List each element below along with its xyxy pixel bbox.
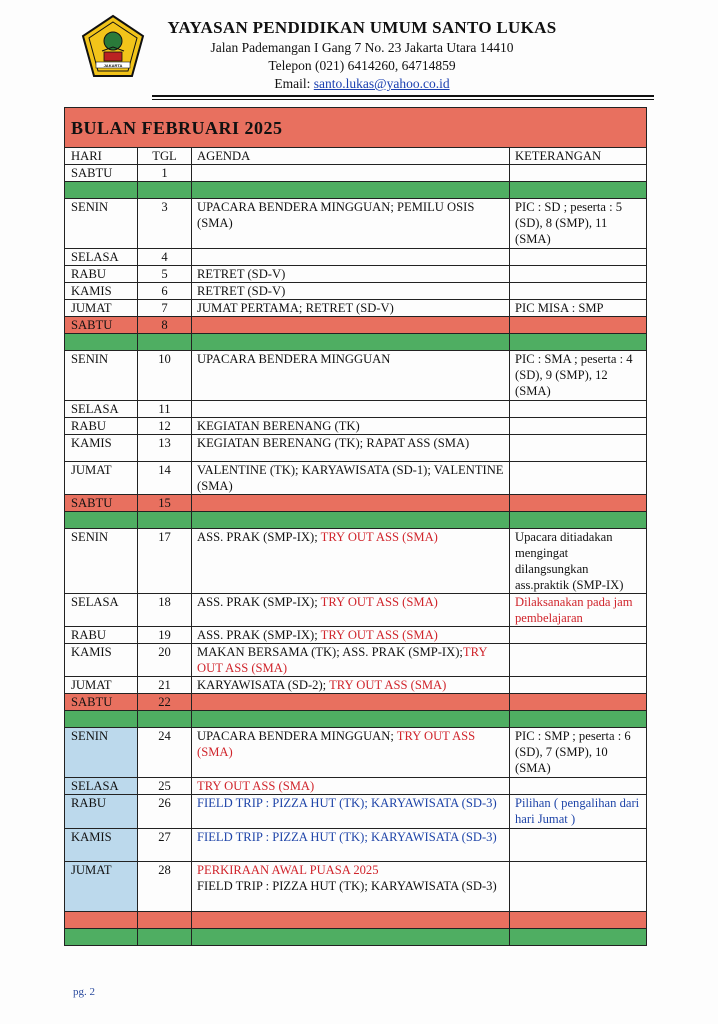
hari-cell: SELASA xyxy=(65,594,138,627)
agenda-text: ASS. PRAK (SMP-IX); xyxy=(197,628,321,642)
tgl-cell: 18 xyxy=(138,594,192,627)
org-name: YAYASAN PENDIDIKAN UMUM SANTO LUKAS xyxy=(167,18,557,37)
hari-cell: SELASA xyxy=(65,401,138,418)
header-agenda: AGENDA xyxy=(192,148,510,165)
agenda-highlight: TRY OUT ASS (SMA) xyxy=(320,595,438,609)
keterangan-text: PIC : SMP ; peserta : 6 (SD), 7 (SMP), 10 (SMA) xyxy=(515,729,631,775)
email-label: Email: xyxy=(274,76,314,91)
table-row xyxy=(65,300,647,317)
hari-cell: SENIN xyxy=(65,199,138,249)
tgl-cell: 22 xyxy=(138,694,192,711)
keterangan-cell xyxy=(510,795,647,829)
table-row xyxy=(65,829,647,862)
phone: Telepon (021) 6414260, 64714859 xyxy=(268,58,456,73)
table-row xyxy=(65,266,647,283)
hari-cell: SABTU xyxy=(65,694,138,711)
agenda-highlight: TRY OUT ASS (SMA) xyxy=(320,530,438,544)
agenda-cell xyxy=(192,627,510,644)
table-row xyxy=(65,199,647,249)
email-link[interactable]: santo.lukas@yahoo.co.id xyxy=(313,76,450,91)
tgl-cell: 11 xyxy=(138,401,192,418)
tgl-cell: 21 xyxy=(138,677,192,694)
table-row xyxy=(65,728,647,778)
separator-cell xyxy=(65,334,138,351)
keterangan-cell xyxy=(510,778,647,795)
tgl-cell: 7 xyxy=(138,300,192,317)
agenda-cell xyxy=(192,594,510,627)
saturday-row xyxy=(65,694,647,711)
keterangan-cell xyxy=(510,627,647,644)
hari-cell: KAMIS xyxy=(65,644,138,677)
separator-cell xyxy=(138,711,192,728)
agenda-cell xyxy=(192,300,510,317)
separator-cell xyxy=(192,182,510,199)
table-row xyxy=(65,351,647,401)
keterangan-text: PIC MISA : SMP xyxy=(515,301,604,315)
hari-cell: SABTU xyxy=(65,317,138,334)
week-separator-row xyxy=(65,929,647,946)
hari-cell: RABU xyxy=(65,795,138,829)
month-title-row xyxy=(65,108,647,148)
keterangan-cell xyxy=(510,677,647,694)
agenda-text: UPACARA BENDERA MINGGUAN xyxy=(197,352,391,366)
keterangan-cell xyxy=(510,165,647,182)
agenda-cell xyxy=(192,862,510,912)
table-row xyxy=(65,627,647,644)
separator-cell xyxy=(192,512,510,529)
separator-cell xyxy=(138,182,192,199)
agenda-cell xyxy=(192,283,510,300)
tgl-cell: 20 xyxy=(138,644,192,677)
agenda-cell xyxy=(192,495,510,512)
separator-cell xyxy=(510,334,647,351)
tgl-cell: 12 xyxy=(138,418,192,435)
separator-cell xyxy=(138,512,192,529)
table-row xyxy=(65,677,647,694)
agenda-cell xyxy=(192,529,510,594)
keterangan-text: PIC : SMA ; peserta : 4 (SD), 9 (SMP), 12 (SMA) xyxy=(515,352,633,398)
keterangan-text: Upacara ditiadakan mengingat dilangsungkan ass.praktik (SMP-IX) xyxy=(515,530,624,592)
agenda-cell xyxy=(192,266,510,283)
header-keterangan: KETERANGAN xyxy=(510,148,647,165)
agenda-text: JUMAT PERTAMA; RETRET (SD-V) xyxy=(197,301,394,315)
month-title: BULAN FEBRUARI 2025 xyxy=(65,108,647,148)
table-row xyxy=(65,249,647,266)
hari-cell: JUMAT xyxy=(65,862,138,912)
separator-cell xyxy=(192,929,510,946)
agenda-cell xyxy=(192,351,510,401)
keterangan-cell xyxy=(510,594,647,627)
keterangan-cell xyxy=(510,644,647,677)
tgl-cell: 3 xyxy=(138,199,192,249)
hari-cell: JUMAT xyxy=(65,462,138,495)
agenda-highlight: TRY OUT ASS (SMA) xyxy=(197,645,487,675)
keterangan-cell xyxy=(510,199,647,249)
table-row xyxy=(65,165,647,182)
agenda-highlight: TRY OUT ASS (SMA) xyxy=(320,628,438,642)
logo-text: JAKARTA xyxy=(103,63,123,68)
agenda-text: MAKAN BERSAMA (TK); ASS. PRAK (SMP-IX); xyxy=(197,645,463,659)
separator-cell xyxy=(138,929,192,946)
table-header xyxy=(65,148,647,165)
saturday-row xyxy=(65,317,647,334)
separator-cell xyxy=(65,512,138,529)
hari-cell: SENIN xyxy=(65,529,138,594)
separator-cell xyxy=(510,182,647,199)
tgl-cell: 15 xyxy=(138,495,192,512)
agenda-text: FIELD TRIP : PIZZA HUT (TK); KARYAWISATA (SD-3) xyxy=(197,830,497,844)
keterangan-cell xyxy=(510,694,647,711)
agenda-text: KEGIATAN BERENANG (TK); RAPAT ASS (SMA) xyxy=(197,436,470,450)
table-row xyxy=(65,418,647,435)
agenda-highlight: TRY OUT ASS (SMA) xyxy=(197,779,315,793)
hari-cell: RABU xyxy=(65,418,138,435)
agenda-highlight: TRY OUT ASS (SMA) xyxy=(197,729,476,759)
keterangan-text: Pilihan ( pengalihan dari hari Jumat ) xyxy=(515,796,640,826)
hari-cell: SENIN xyxy=(65,351,138,401)
separator-cell xyxy=(65,912,138,929)
agenda-highlight: TRY OUT ASS (SMA) xyxy=(329,678,447,692)
tgl-cell: 8 xyxy=(138,317,192,334)
hari-cell: KAMIS xyxy=(65,283,138,300)
keterangan-text: Dilaksanakan pada jam pembelajaran xyxy=(515,595,633,625)
hari-cell: SELASA xyxy=(65,249,138,266)
keterangan-cell xyxy=(510,862,647,912)
agenda-cell xyxy=(192,829,510,862)
agenda-text: KEGIATAN BERENANG (TK) xyxy=(197,419,360,433)
tgl-cell: 4 xyxy=(138,249,192,266)
tgl-cell: 5 xyxy=(138,266,192,283)
agenda-text: RETRET (SD-V) xyxy=(197,267,286,281)
table-row xyxy=(65,401,647,418)
keterangan-cell xyxy=(510,495,647,512)
hari-cell: SABTU xyxy=(65,495,138,512)
email-line xyxy=(152,76,572,92)
table-row xyxy=(65,644,647,677)
separator-cell xyxy=(65,711,138,728)
hari-cell: SABTU xyxy=(65,165,138,182)
keterangan-cell xyxy=(510,728,647,778)
header-rule-thin xyxy=(152,99,654,100)
keterangan-cell xyxy=(510,351,647,401)
keterangan-cell xyxy=(510,829,647,862)
tgl-cell: 13 xyxy=(138,435,192,462)
header-tgl: TGL xyxy=(138,148,192,165)
hari-cell: KAMIS xyxy=(65,829,138,862)
tgl-cell: 10 xyxy=(138,351,192,401)
header-hari: HARI xyxy=(65,148,138,165)
agenda-highlight: PERKIRAAN AWAL PUASA 2025 xyxy=(197,863,379,877)
separator-cell xyxy=(65,929,138,946)
agenda-cell xyxy=(192,199,510,249)
agenda-text: ASS. PRAK (SMP-IX); xyxy=(197,530,321,544)
tgl-cell: 19 xyxy=(138,627,192,644)
separator-cell xyxy=(65,182,138,199)
agenda-text: VALENTINE (TK); KARYAWISATA (SD-1); VALENTINE (SMA) xyxy=(197,463,504,493)
page-number: pg. 2 xyxy=(73,986,95,998)
agenda-cell xyxy=(192,795,510,829)
tgl-cell: 26 xyxy=(138,795,192,829)
separator-cell xyxy=(510,512,647,529)
agenda-cell xyxy=(192,249,510,266)
keterangan-cell xyxy=(510,300,647,317)
agenda-text: ASS. PRAK (SMP-IX); xyxy=(197,595,321,609)
hari-cell: RABU xyxy=(65,266,138,283)
keterangan-cell xyxy=(510,317,647,334)
agenda-cell xyxy=(192,677,510,694)
agenda-cell xyxy=(192,778,510,795)
table-row xyxy=(65,462,647,495)
keterangan-cell xyxy=(510,266,647,283)
hari-cell: JUMAT xyxy=(65,677,138,694)
keterangan-cell xyxy=(510,249,647,266)
separator-cell xyxy=(510,711,647,728)
tgl-cell: 17 xyxy=(138,529,192,594)
agenda-text: RETRET (SD-V) xyxy=(197,284,286,298)
keterangan-text: PIC : SD ; peserta : 5 (SD), 8 (SMP), 11 (SMA) xyxy=(515,200,623,246)
agenda-text: FIELD TRIP : PIZZA HUT (TK); KARYAWISATA (SD-3) xyxy=(197,796,497,810)
keterangan-cell xyxy=(510,418,647,435)
letterhead xyxy=(0,0,718,100)
agenda-cell xyxy=(192,418,510,435)
agenda-cell xyxy=(192,694,510,711)
separator-cell xyxy=(192,912,510,929)
agenda-cell xyxy=(192,435,510,462)
hari-cell: SENIN xyxy=(65,728,138,778)
table-row xyxy=(65,594,647,627)
keterangan-cell xyxy=(510,283,647,300)
separator-cell xyxy=(510,912,647,929)
table-row xyxy=(65,795,647,829)
keterangan-cell xyxy=(510,435,647,462)
table-row xyxy=(65,435,647,462)
hari-cell: KAMIS xyxy=(65,435,138,462)
separator-cell xyxy=(510,929,647,946)
calendar-table xyxy=(64,107,647,946)
tgl-cell: 14 xyxy=(138,462,192,495)
keterangan-cell xyxy=(510,401,647,418)
agenda-cell xyxy=(192,165,510,182)
separator-cell xyxy=(192,711,510,728)
separator-cell xyxy=(138,334,192,351)
table-row xyxy=(65,862,647,912)
table-row xyxy=(65,283,647,300)
separator-cell xyxy=(192,334,510,351)
saturday-row xyxy=(65,495,647,512)
header-rule xyxy=(152,95,654,97)
agenda-cell xyxy=(192,317,510,334)
agenda-text: UPACARA BENDERA MINGGUAN; xyxy=(197,729,397,743)
keterangan-cell xyxy=(510,529,647,594)
agenda-text: FIELD TRIP : PIZZA HUT (TK); KARYAWISATA (SD-3) xyxy=(197,879,497,893)
hari-cell: SELASA xyxy=(65,778,138,795)
agenda-cell xyxy=(192,728,510,778)
tgl-cell: 1 xyxy=(138,165,192,182)
week-separator-row xyxy=(65,334,647,351)
tgl-cell: 6 xyxy=(138,283,192,300)
week-separator-row xyxy=(65,512,647,529)
agenda-cell xyxy=(192,462,510,495)
keterangan-cell xyxy=(510,462,647,495)
agenda-text: KARYAWISATA (SD-2); xyxy=(197,678,330,692)
tgl-cell: 27 xyxy=(138,829,192,862)
agenda-cell xyxy=(192,644,510,677)
separator-red-row xyxy=(65,912,647,929)
week-separator-row xyxy=(65,182,647,199)
foundation-logo xyxy=(80,14,146,80)
tgl-cell: 24 xyxy=(138,728,192,778)
hari-cell: JUMAT xyxy=(65,300,138,317)
table-row xyxy=(65,529,647,594)
tgl-cell: 28 xyxy=(138,862,192,912)
separator-cell xyxy=(138,912,192,929)
table-row xyxy=(65,778,647,795)
address: Jalan Pademangan I Gang 7 No. 23 Jakarta Utara 14410 xyxy=(210,40,514,55)
hari-cell: RABU xyxy=(65,627,138,644)
tgl-cell: 25 xyxy=(138,778,192,795)
agenda-text: UPACARA BENDERA MINGGUAN; PEMILU OSIS (SMA) xyxy=(197,200,475,230)
agenda-cell xyxy=(192,401,510,418)
week-separator-row xyxy=(65,711,647,728)
